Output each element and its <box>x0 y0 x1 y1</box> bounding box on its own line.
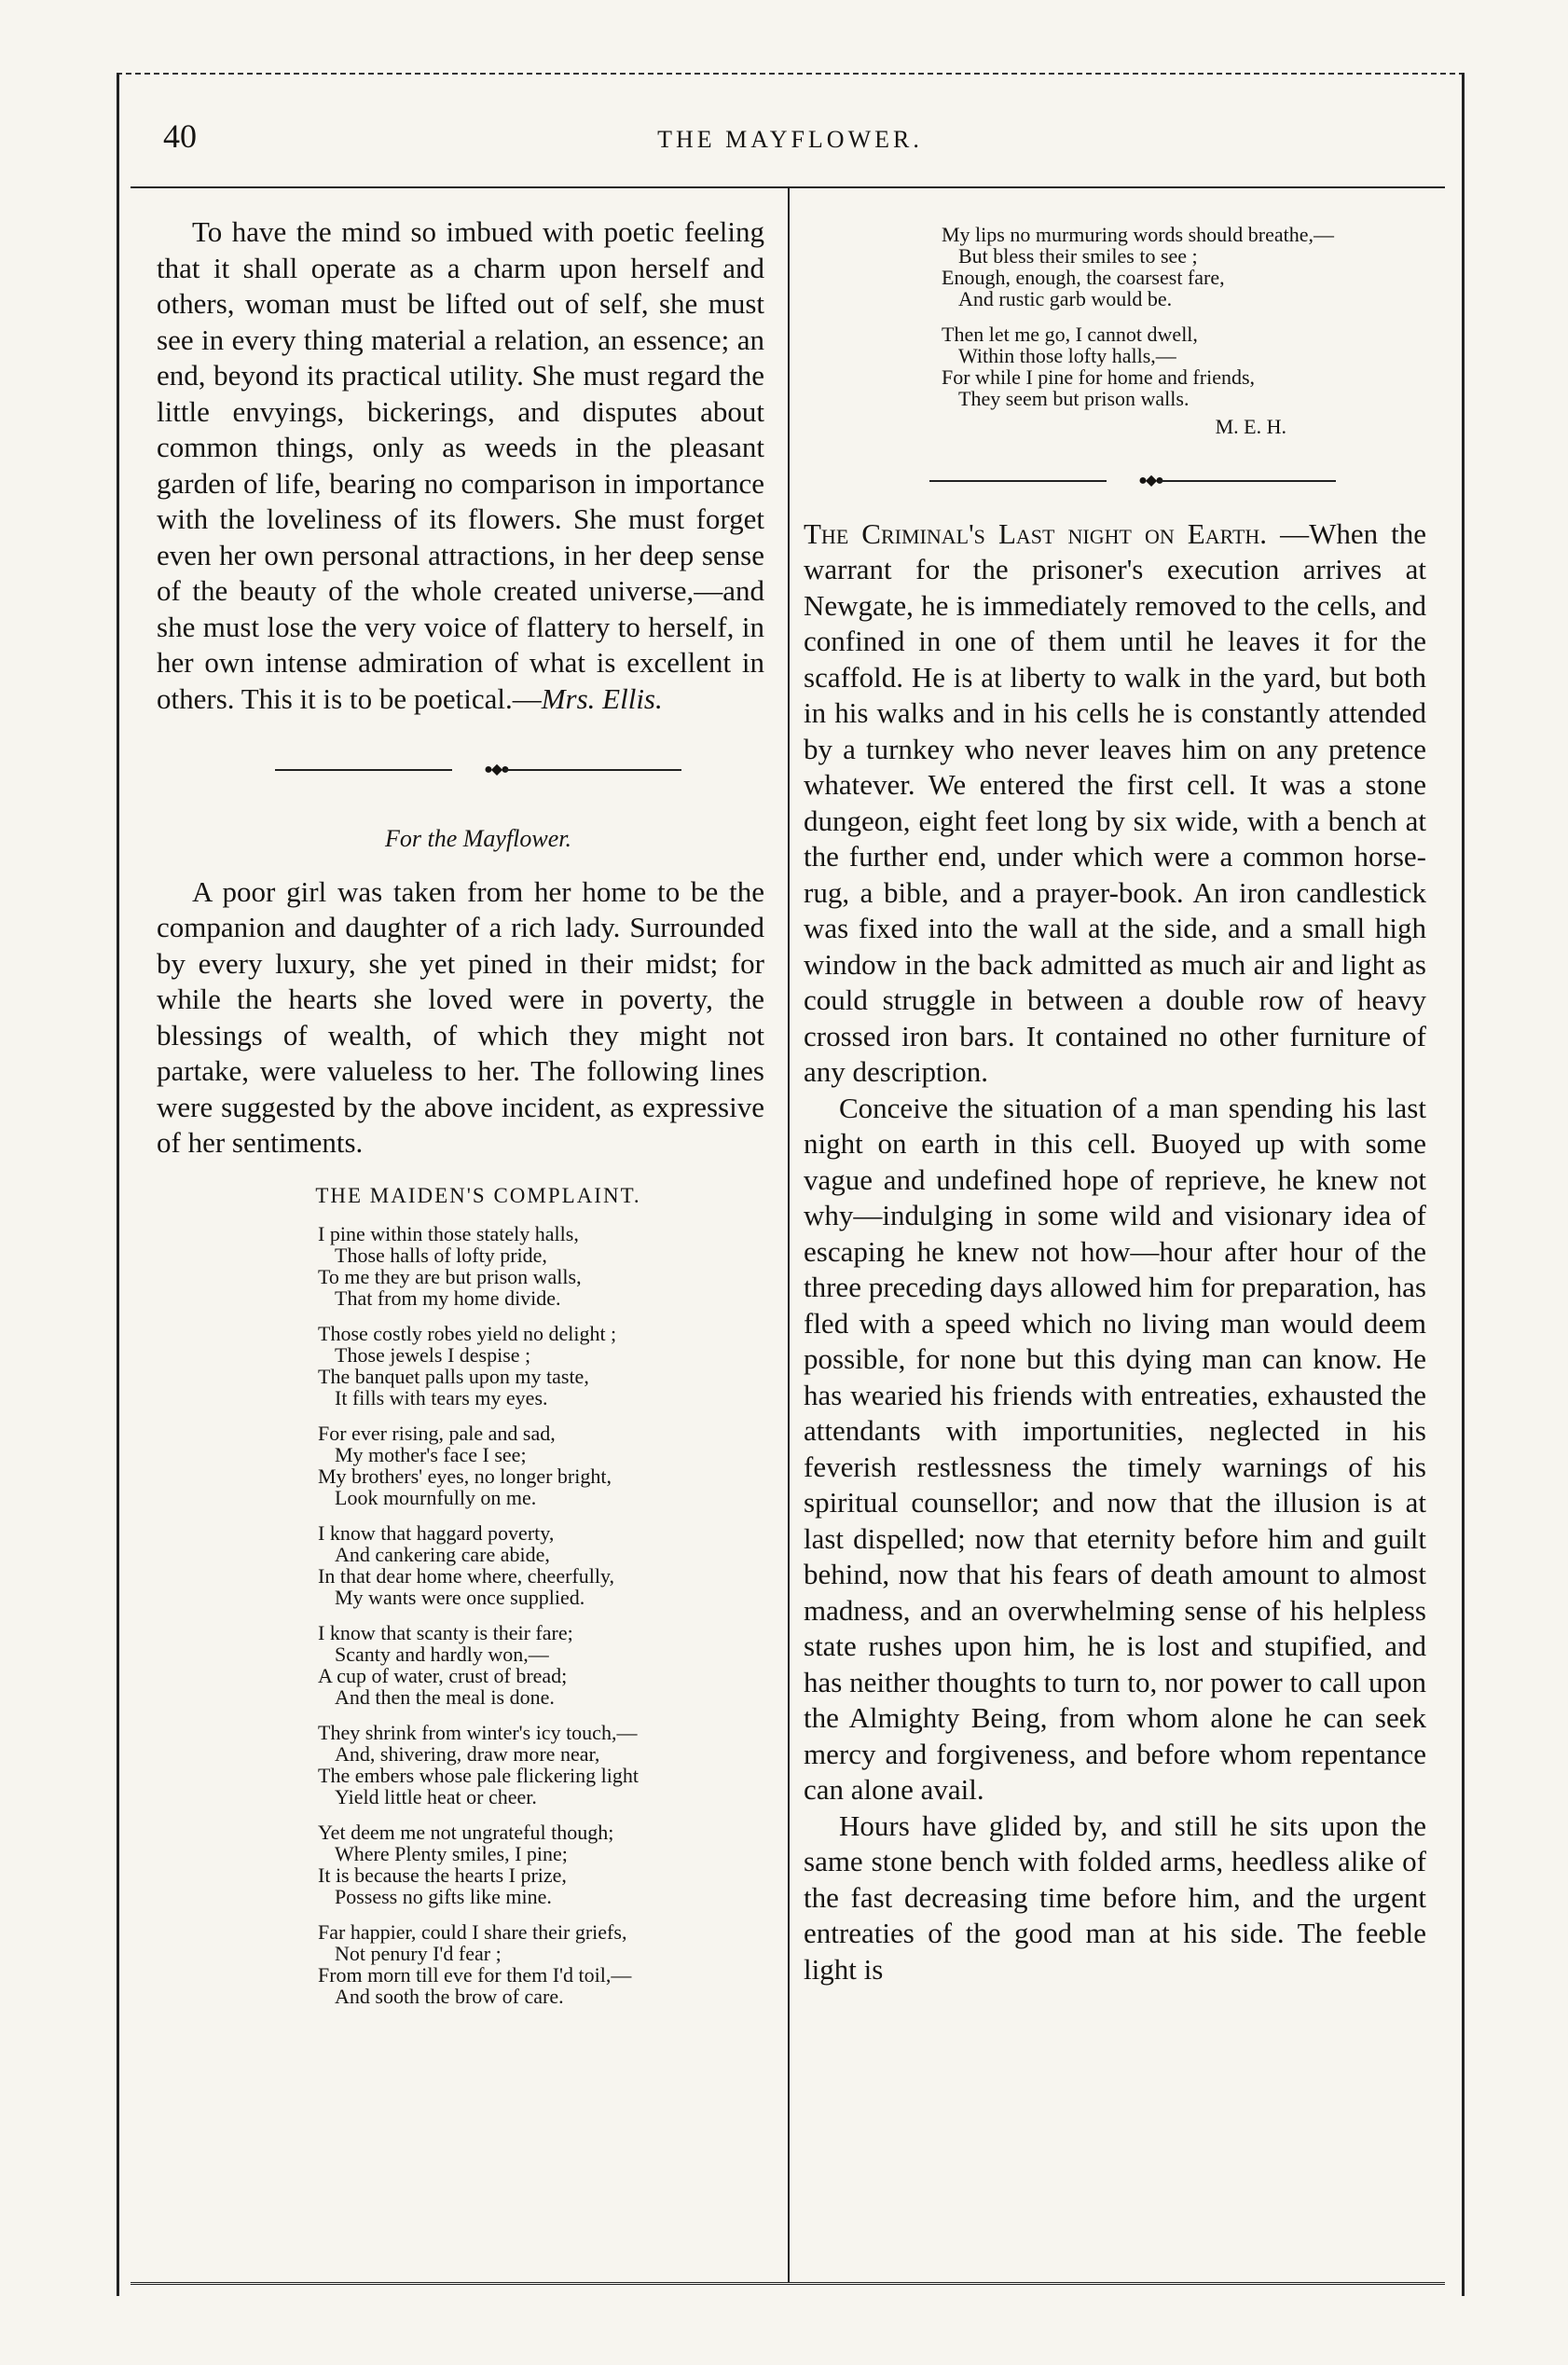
poem-line: But bless their smiles to see ; <box>958 244 1198 268</box>
intro-paragraph: A poor girl was taken from her home to be the companion and daughter of a rich lady. Surrounded by every luxury, she yet pined in their midst; for while the hearts she loved were in poverty, the blessings of wealth, of which they might not partake, were valueless to her. The following lines were suggested by the above incident, as expressive of her sentiments. <box>157 874 764 1160</box>
poem-stanza <box>157 1423 764 1508</box>
running-head: THE MAYFLOWER. <box>657 126 923 153</box>
poem-line: They shrink from winter's icy touch,— <box>318 1721 638 1745</box>
poem-line: I know that haggard poverty, <box>318 1521 555 1546</box>
poem-line: Those costly robes yield no delight ; <box>318 1322 617 1346</box>
poem-title: THE MAIDEN'S COMPLAINT. <box>315 1183 641 1207</box>
essay-text: To have the mind so imbued with poetic feeling that it shall operate as a charm upon herself and others, woman must be lifted out of self, she must see in every thing material a relation, an essence; an end, beyond its practical utility. She must regard the little envyings, bickerings, and disputes about common things, only as weeds in the pleasant garden of life, bearing no comparison in importance with the loveliness of its flowers. She must forget even her own personal attractions, in her deep sense of the beauty of the whole created universe,—and she must lose the very voice of flattery to herself, in her own intense admiration of what is excellent in others. This it is to be poetical.— <box>157 215 764 715</box>
poem-line: I pine within those stately halls, <box>318 1222 579 1246</box>
poem-stanza <box>157 1223 764 1309</box>
column-rule <box>788 186 790 2282</box>
poem-line: The banquet palls upon my taste, <box>318 1365 589 1389</box>
poem-line: Those halls of lofty pride, <box>335 1244 547 1268</box>
poem-stanza <box>157 1722 764 1808</box>
poem-line: And then the meal is done. <box>335 1685 555 1710</box>
poem-stanzas-continued <box>804 224 1426 409</box>
poem-stanza <box>804 323 1426 409</box>
poem-line: It fills with tears my eyes. <box>335 1386 548 1410</box>
poem-line: From morn till eve for them I'd toil,— <box>318 1963 632 1987</box>
poem-line: And sooth the brow of care. <box>335 1985 564 2009</box>
poem-line: Yield little heat or cheer. <box>335 1785 537 1809</box>
essay-paragraph <box>157 214 764 717</box>
poem-line: And, shivering, draw more near, <box>335 1742 600 1767</box>
poem-line: It is because the hearts I prize, <box>318 1863 567 1888</box>
bottom-border-rule <box>131 2282 1445 2285</box>
poem-line: Then let me go, I cannot dwell, <box>942 323 1198 346</box>
poem-line: To me they are but prison walls, <box>318 1265 582 1289</box>
poem-line: Enough, enough, the coarsest fare, <box>942 266 1225 289</box>
poem-line: Scanty and hardly won,— <box>335 1643 549 1667</box>
left-column <box>157 214 764 2007</box>
poem-line: Those jewels I despise ; <box>335 1343 531 1368</box>
poem-line: My mother's face I see; <box>335 1443 527 1467</box>
poem-line: The embers whose pale flickering light <box>318 1764 639 1788</box>
poem-stanza <box>157 1921 764 2007</box>
poem-signature: M. E. H. <box>1215 415 1286 438</box>
article-title: The Criminal's Last night on Earth. <box>804 516 1268 550</box>
essay-author: Mrs. Ellis. <box>541 681 663 715</box>
poem-line: Yet deem me not ungrateful though; <box>318 1821 614 1845</box>
poem-stanza <box>804 224 1426 309</box>
section-divider: ●◆● <box>804 462 1426 500</box>
poem-line: Look mournfully on me. <box>335 1486 537 1510</box>
article-paragraph-3: Hours have glided by, and still he sits upon the same stone bench with folded arms, heedless alike of the fast decreasing time before him, and the urgent entreaties of the good man at his side. The feeble light is <box>804 1808 1426 1986</box>
poem-line: And cankering care abide, <box>335 1543 550 1567</box>
poem-line: They seem but prison walls. <box>958 387 1190 410</box>
poem-line: In that dear home where, cheerfully, <box>318 1564 615 1588</box>
poem-line: For while I pine for home and friends, <box>942 365 1256 389</box>
poem-line: My wants were once supplied. <box>335 1586 585 1610</box>
poem-line: My lips no murmuring words should breathe,— <box>942 223 1335 246</box>
section-divider: ●◆● <box>157 750 764 788</box>
poem-stanza <box>157 1822 764 1907</box>
poem-line: Within those lofty halls,— <box>958 344 1176 367</box>
page-number: 40 <box>163 117 197 155</box>
poem-line: Far happier, could I share their griefs, <box>318 1920 627 1945</box>
page-header <box>154 117 1426 163</box>
poem-line: Where Plenty smiles, I pine; <box>335 1842 568 1866</box>
poem-line: And rustic garb would be. <box>958 287 1173 310</box>
poem-line: Possess no gifts like mine. <box>335 1885 552 1909</box>
poem-stanzas <box>157 1223 764 2007</box>
right-column <box>804 214 1426 1987</box>
poem-stanza <box>157 1323 764 1409</box>
poem-line: For ever rising, pale and sad, <box>318 1422 556 1446</box>
article-paragraph-1: —When the warrant for the prisoner's execution arrives at Newgate, he is immediately removed to the cells, and confined in one of them until he leaves it for the scaffold. He is at liberty to walk in the yard, but both in his walks and in his cells he is constantly attended by a turnkey who never leaves him on any pretence whatever. We entered the first cell. It was a stone dungeon, eight feet long by six wide, with a bench at the further end, under which were a common horse-rug, a bible, and a prayer-book. An iron candlestick was fixed into the wall at the side, and a small high window in the back admitted as much air and light as could struggle in between a double row of heavy crossed iron bars. It contained no other furniture of any description. <box>804 516 1426 1089</box>
poem-line: Not penury I'd fear ; <box>335 1942 502 1966</box>
poem-line: A cup of water, crust of bread; <box>318 1664 568 1688</box>
article-paragraph-2: Conceive the situation of a man spending his last night on earth in this cell. Buoyed up with some vague and undefined hope of reprieve, he knew not why—indulging in some wild and visionary idea of escaping he knew not how—hour after hour of the three preceding days allowed him for preparation, has fled with a speed which no living man would deem possible, for none but this dying man can know. He has wearied his friends with entreaties, exhausted the attendants with importunities, neglected in his feverish restlessness the timely warnings of his spiritual counsellor; and now that the illusion is at last dispelled; now that eternity before him and guilt behind, now that his fears of death amount to almost madness, and an overwhelming sense of his helpless state rushes upon him, he is lost and stupified, and has neither thoughts to turn to, nor power to call upon the Almighty Being, from whom alone he can seek mercy and forgiveness, and before whom repentance can alone avail. <box>804 1091 1426 1807</box>
poem-stanza <box>157 1622 764 1708</box>
poem-line: That from my home divide. <box>335 1286 561 1311</box>
poem-line: I know that scanty is their fare; <box>318 1621 573 1645</box>
poem-stanza <box>157 1522 764 1608</box>
article-opening <box>804 516 1426 1091</box>
poem-line: My brothers' eyes, no longer bright, <box>318 1464 612 1489</box>
byline: For the Mayflower. <box>384 825 572 853</box>
